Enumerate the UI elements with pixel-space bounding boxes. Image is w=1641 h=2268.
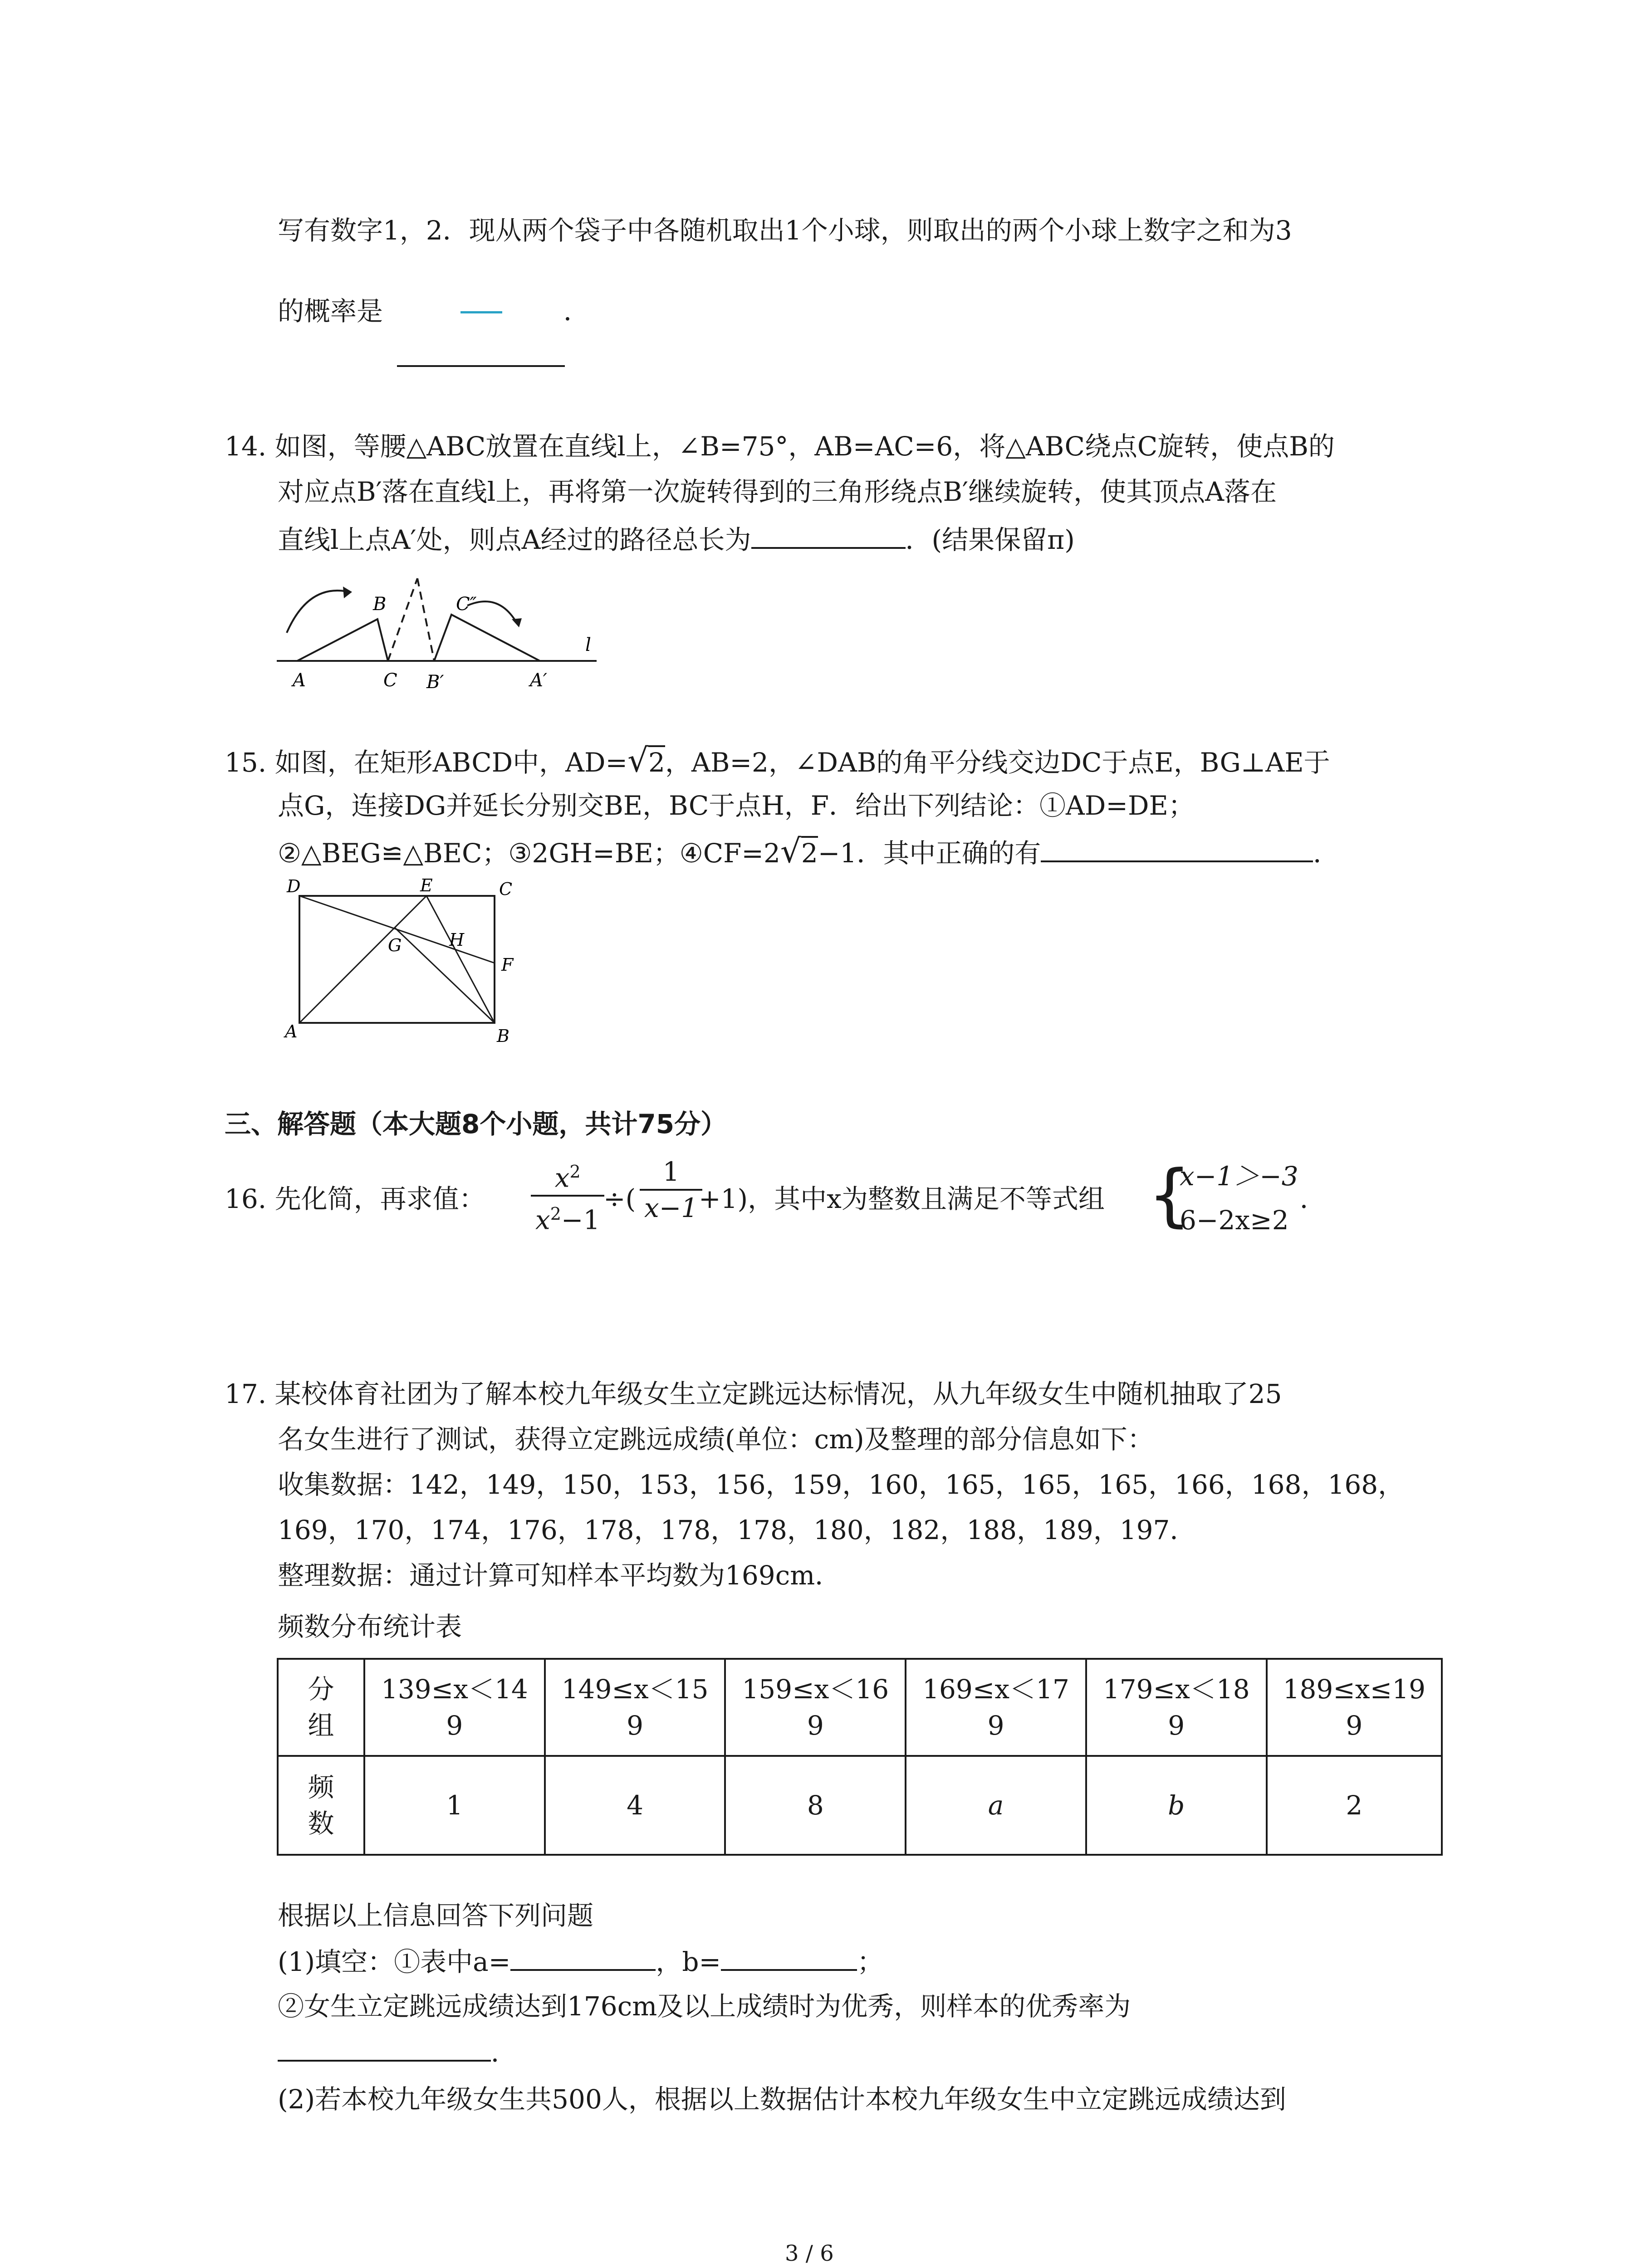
q17-p1a: (1)填空：①表中a= [278,1946,511,1977]
fig14-label-Bp: B′ [426,672,444,692]
q16-f2-num: 1 [662,1156,680,1187]
q16-tail: +1)，其中x为整数且满足不等式组 [699,1183,1105,1214]
q17-table-title: 频数分布统计表 [278,1611,462,1642]
q15-line3a: ②△BEG≌△BEC；③2GH=BE；④CF=2 [278,838,780,869]
q17-blank-b [721,1944,857,1971]
q14-line1: 14. 如图，等腰△ABC放置在直线l上，∠B=75°，AB=AC=6，将△ABC绕点C旋转，使点B的 [225,431,1335,462]
table-cell-group-2: 149≤x＜15 9 [545,1659,725,1756]
q16-prefix: 16. 先化简，再求值： [225,1183,485,1214]
q16-fraction-2 [635,1154,707,1225]
q16-f1-den-tail: −1 [561,1204,600,1236]
fig14-label-A: A [293,670,306,691]
table-header-group: 分 组 [278,1659,364,1756]
fig15-label-E: E [420,878,433,895]
q16-f1-den: x [535,1204,550,1236]
table-cell-count-2: 4 [545,1756,725,1855]
q14-answer-blank [751,522,906,549]
q17-line5: 整理数据：通过计算可知样本平均数为169cm． [278,1560,842,1591]
q15-root-value-2: 2 [801,836,818,869]
q17-line1: 17. 某校体育社团为了解本校九年级女生立定跳远达标情况，从九年级女生中随机抽取了25 [225,1378,1282,1409]
q17-blank-a [510,1944,656,1971]
fig14-label-C: C [383,670,397,691]
fig14-label-B: B [373,594,387,615]
fig15-label-C: C [499,879,513,899]
q13-line2-text: 的概率是 [278,296,383,327]
fig14-label-Cpp: C″ [456,594,477,615]
q17-line2: 名女生进行了测试，获得立定跳远成绩(单位：cm)及整理的部分信息如下： [278,1424,1154,1455]
q14-line2: 对应点B′落在直线l上，再将第一次旋转得到的三角形绕点B′继续旋转，使其顶点A落在 [278,476,1277,507]
q16-f2-den: x−1 [644,1193,698,1223]
q16-fraction-1 [526,1154,609,1237]
q17-p1-end: ； [857,1946,884,1977]
fig15-label-A: A [285,1022,298,1041]
q14-line3a: 直线l上点A′处，则点A经过的路径总长为 [278,524,751,555]
table-cell-group-6: 189≤x≤19 9 [1267,1659,1442,1756]
q15-root-sign-2: √ [780,832,801,870]
q17-part2-answer [278,2034,517,2070]
table-cell-count-6: 2 [1267,1756,1442,1855]
fig15-label-H: H [449,930,465,950]
q15-root-value: 2 [648,745,665,778]
q16-f1-num-sup: 2 [569,1162,581,1182]
q15-line1 [225,743,1330,780]
q15-line2: 点G，连接DG并延长分别交BE，BC于点H，F．给出下列结论：①AD=DE； [278,790,1195,821]
q17-prompt: 根据以上信息回答下列问题 [278,1900,594,1931]
q13-answer-mark [460,311,502,313]
table-cell-count-1: 1 [364,1756,545,1855]
section-3-heading: 三、解答题（本大题8个小题，共计75分） [225,1109,727,1139]
q14-line3 [278,522,1075,557]
q17-part1 [278,1944,883,1979]
q17-p1b: ，b= [656,1946,721,1977]
fig15-label-F: F [501,955,514,975]
q15-answer-blank [1041,835,1313,862]
fig15-label-G: G [388,935,402,955]
table-header-count: 频 数 [278,1756,364,1855]
page-number: 3 / 6 [785,2241,834,2266]
table-cell-group-1: 139≤x＜14 9 [364,1659,545,1756]
q16-f1-num: x [554,1162,570,1193]
q17-p2-end: ． [491,2037,518,2068]
q17-line3: 收集数据：142，149，150，153，156，159，160，165，165，165，166，168，168， [278,1469,1405,1500]
q16-divide: ÷( [603,1183,636,1214]
q13-line2 [278,294,383,328]
q13-line1: 写有数字1，2．现从两个袋子中各随机取出1个小球，则取出的两个小球上数字之和为3 [278,215,1292,246]
table-row-groups [278,1659,1442,1756]
q13-line2-end: ． [563,296,590,327]
fig15-label-B: B [497,1026,509,1046]
q14-figure [272,565,608,692]
frequency-table [277,1658,1443,1856]
table-cell-count-5: b [1086,1756,1267,1855]
q16-end: ． [1300,1183,1327,1214]
fig14-label-Ap: A′ [530,670,547,691]
q17-blank-rate [278,2034,491,2062]
q16-brace: { [1148,1156,1191,1235]
q17-line4: 169，170，174，176，178，178，178，180，182，188，189，197． [278,1515,1196,1545]
q15-root-sign: √ [627,741,649,779]
q16-ineq-2: 6−2x≥2 [1180,1205,1289,1236]
table-cell-count-4: a [906,1756,1086,1855]
q15-figure [277,878,531,1050]
q15-line3 [278,834,1339,870]
table-cell-group-4: 169≤x＜17 9 [906,1659,1086,1756]
q15-line3-end: ． [1313,838,1340,869]
q17-part2: ②女生立定跳远成绩达到176cm及以上成绩时为优秀，则样本的优秀率为 [278,1991,1131,2022]
fig15-label-D: D [287,878,301,896]
q16-f1-den-sup: 2 [550,1204,561,1224]
q14-line3b: ．(结果保留π) [905,524,1075,555]
fig14-label-l: l [585,635,591,655]
q13-answer-blank [397,365,565,367]
q16-ineq-1: x−1＞−3 [1180,1161,1298,1192]
table-row-counts [278,1756,1442,1855]
q15-line1a: 15. 如图，在矩形ABCD中，AD= [225,747,628,778]
q15-line1b: ，AB=2，∠DAB的角平分线交边DC于点E，BG⊥AE于 [665,747,1330,778]
table-cell-group-3: 159≤x＜16 9 [725,1659,906,1756]
table-cell-group-5: 179≤x＜18 9 [1086,1659,1267,1756]
table-cell-count-3: 8 [725,1756,906,1855]
q17-part3: (2)若本校九年级女生共500人，根据以上数据估计本校九年级女生中立定跳远成绩达到 [278,2084,1286,2115]
q15-line3b: −1．其中正确的有 [818,838,1041,869]
